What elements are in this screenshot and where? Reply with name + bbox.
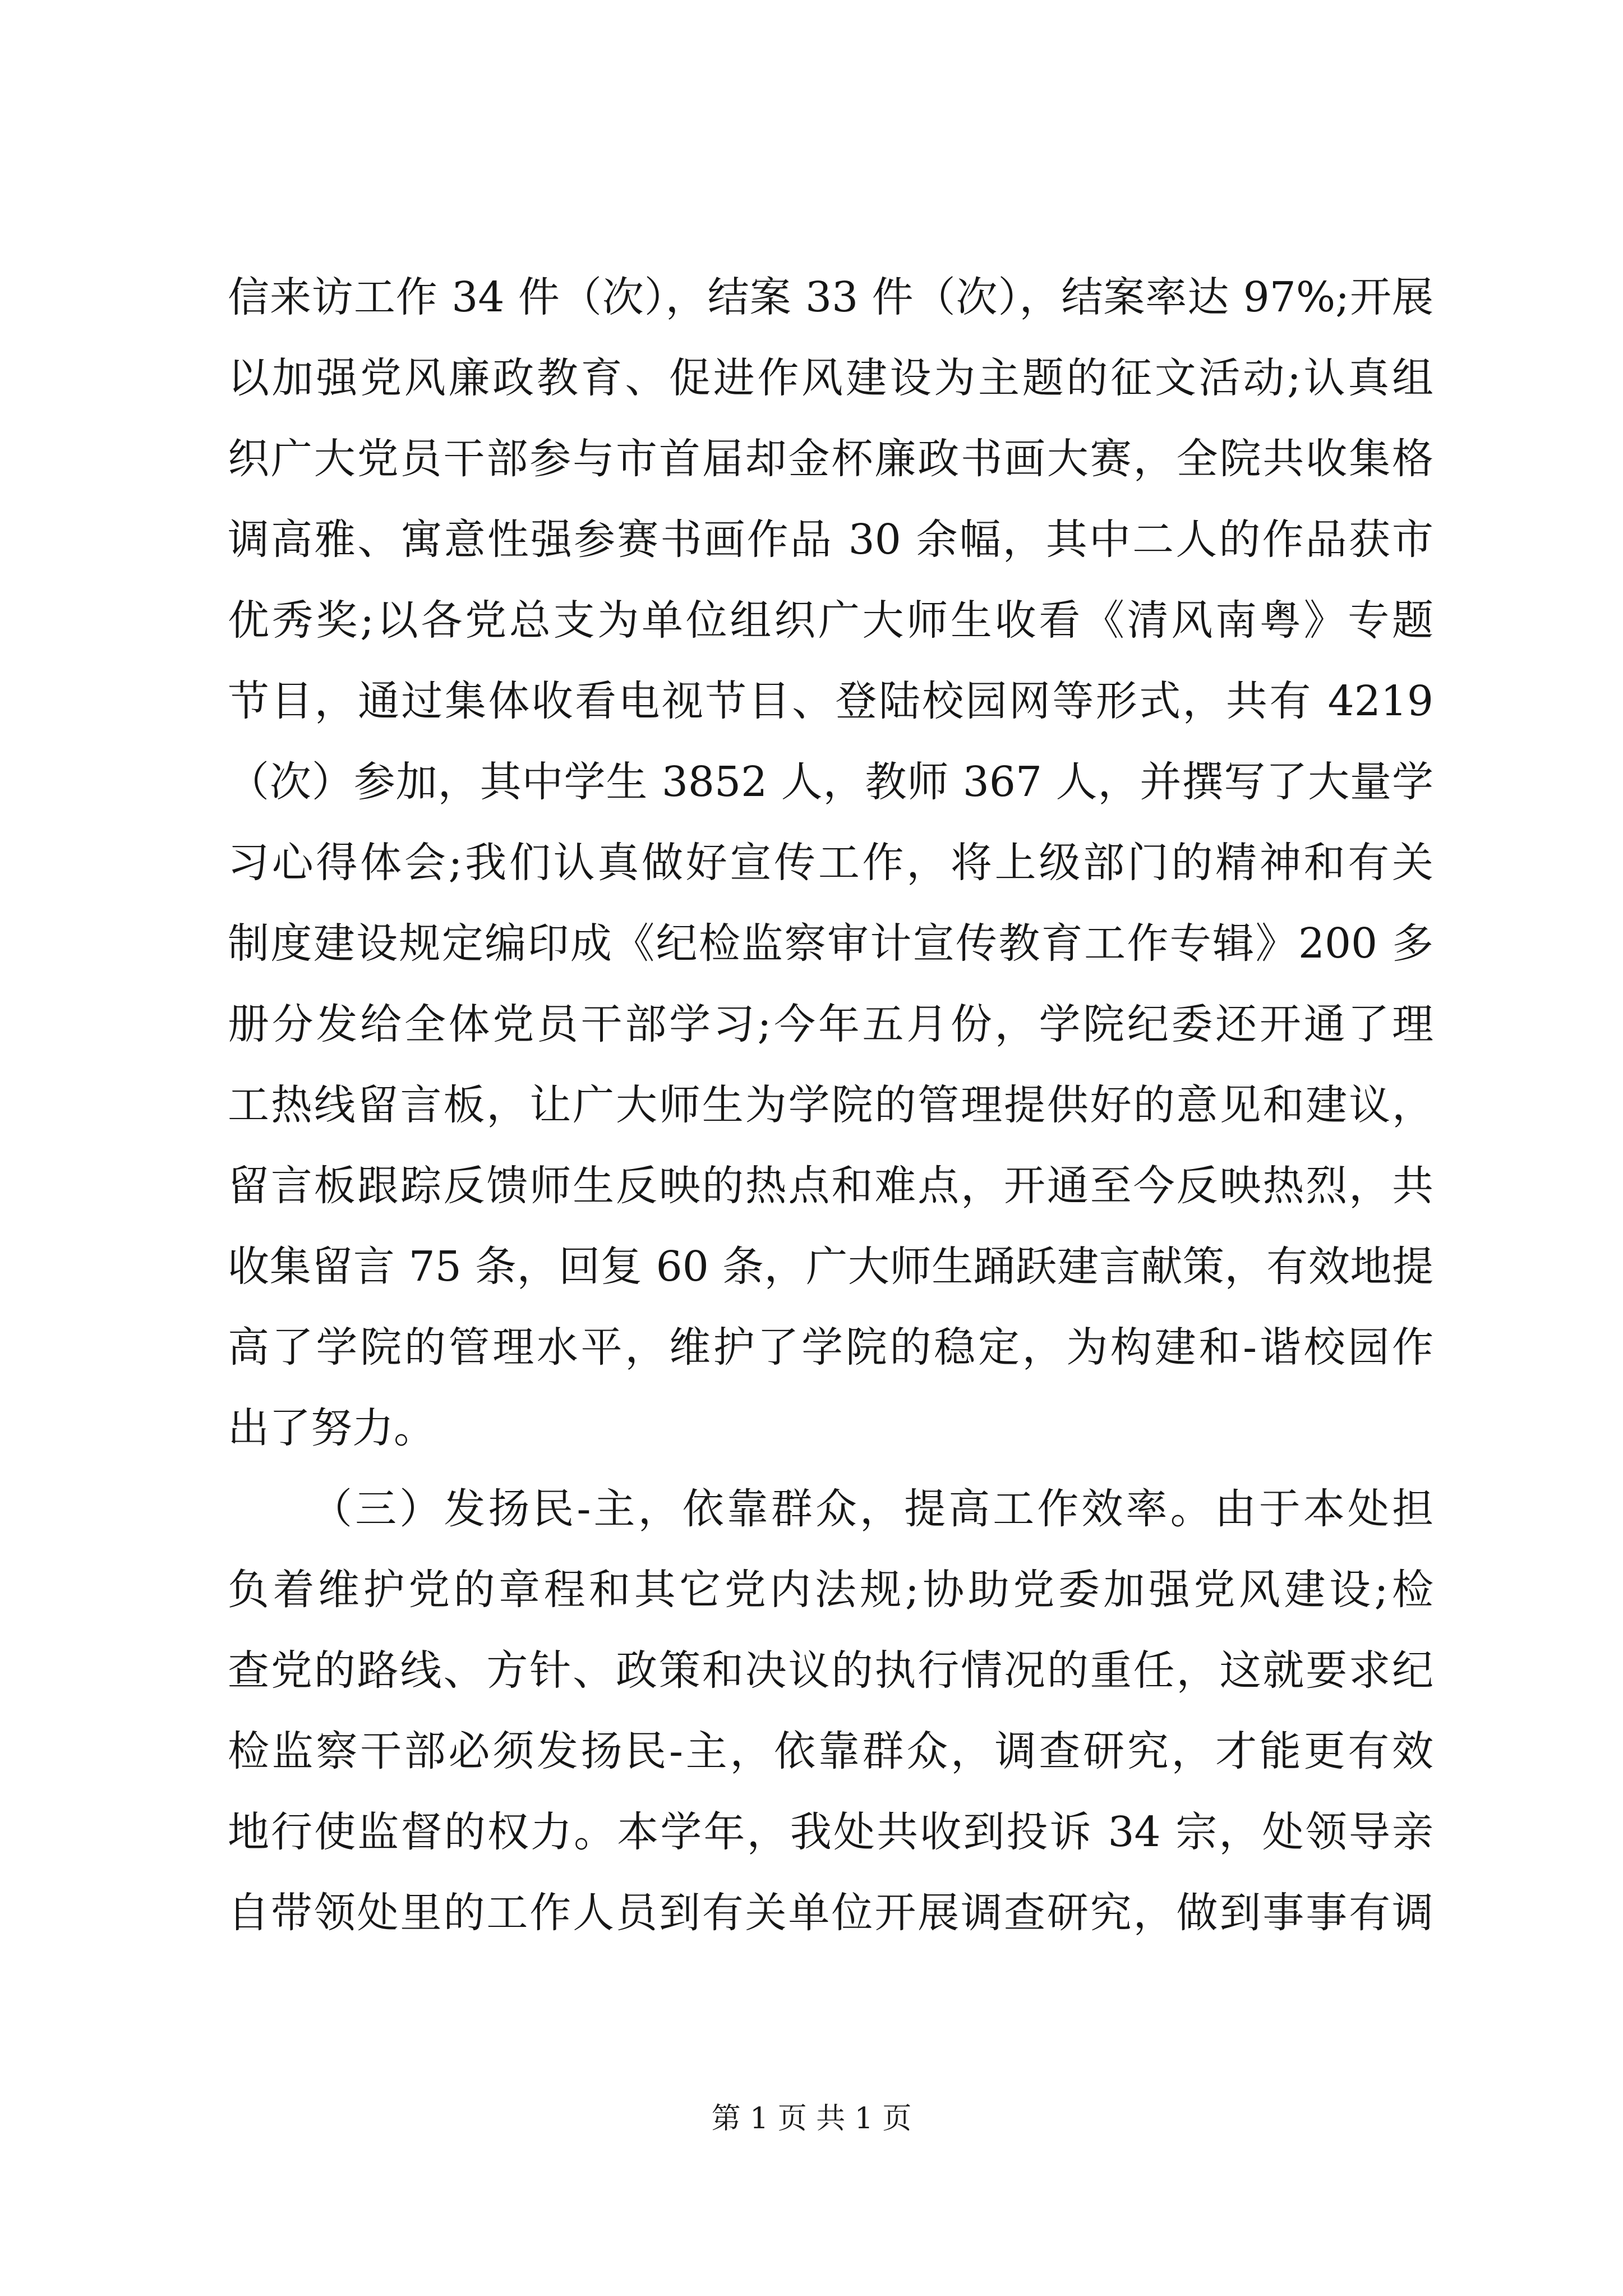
text-line: 习心得体会;我们认真做好宣传工作，将上级部门的精神和有关 bbox=[228, 839, 1433, 887]
text-line: 检监察干部必须发扬民-主，依靠群众，调查研究，才能更有效 bbox=[228, 1727, 1433, 1775]
page-number-footer: 第 1 页 共 1 页 bbox=[711, 2102, 912, 2136]
text-line: 节目，通过集体收看电视节目、登陆校园网等形式，共有 4219 bbox=[228, 677, 1433, 725]
text-line: 留言板跟踪反馈师生反映的热点和难点，开通至今反映热烈，共 bbox=[228, 1162, 1433, 1210]
text-line: 织广大党员干部参与市首届却金杯廉政书画大赛，全院共收集格 bbox=[228, 435, 1433, 483]
text-line: 调高雅、寓意性强参赛书画作品 30 余幅，其中二人的作品获市 bbox=[228, 516, 1433, 564]
text-line: 制度建设规定编印成《纪检监察审计宣传教育工作专辑》200 多 bbox=[228, 919, 1433, 968]
text-line: 优秀奖;以各党总支为单位组织广大师生收看《清风南粤》专题 bbox=[228, 596, 1433, 645]
text-line: 信来访工作 34 件（次），结案 33 件（次），结案率达 97%;开展 bbox=[228, 273, 1433, 321]
text-line: 高了学院的管理水平，维护了学院的稳定，为构建和-谐校园作 bbox=[228, 1323, 1433, 1372]
document-body bbox=[228, 257, 1433, 1953]
paragraph-end-line: 出了努力。 bbox=[228, 1404, 435, 1452]
text-line: 查党的路线、方针、政策和决议的执行情况的重任，这就要求纪 bbox=[228, 1646, 1433, 1695]
text-line: （次）参加，其中学生 3852 人，教师 367 人，并撰写了大量学 bbox=[228, 758, 1433, 806]
text-line: 地行使监督的权力。本学年，我处共收到投诉 34 宗，处领导亲 bbox=[228, 1808, 1433, 1856]
text-line: 收集留言 75 条，回复 60 条，广大师生踊跃建言献策，有效地提 bbox=[228, 1243, 1433, 1291]
text-line: 负着维护党的章程和其它党内法规;协助党委加强党风建设;检 bbox=[228, 1566, 1433, 1614]
text-line: 以加强党风廉政教育、促进作风建设为主题的征文活动;认真组 bbox=[228, 354, 1433, 402]
text-line: 工热线留言板，让广大师生为学院的管理提供好的意见和建议， bbox=[228, 1081, 1433, 1129]
text-line: 册分发给全体党员干部学习;今年五月份，学院纪委还开通了理 bbox=[228, 1000, 1433, 1048]
text-line: 自带领处里的工作人员到有关单位开展调查研究，做到事事有调 bbox=[228, 1889, 1433, 1937]
section-heading-line: （三）发扬民-主，依靠群众，提高工作效率。由于本处担 bbox=[311, 1485, 1433, 1533]
